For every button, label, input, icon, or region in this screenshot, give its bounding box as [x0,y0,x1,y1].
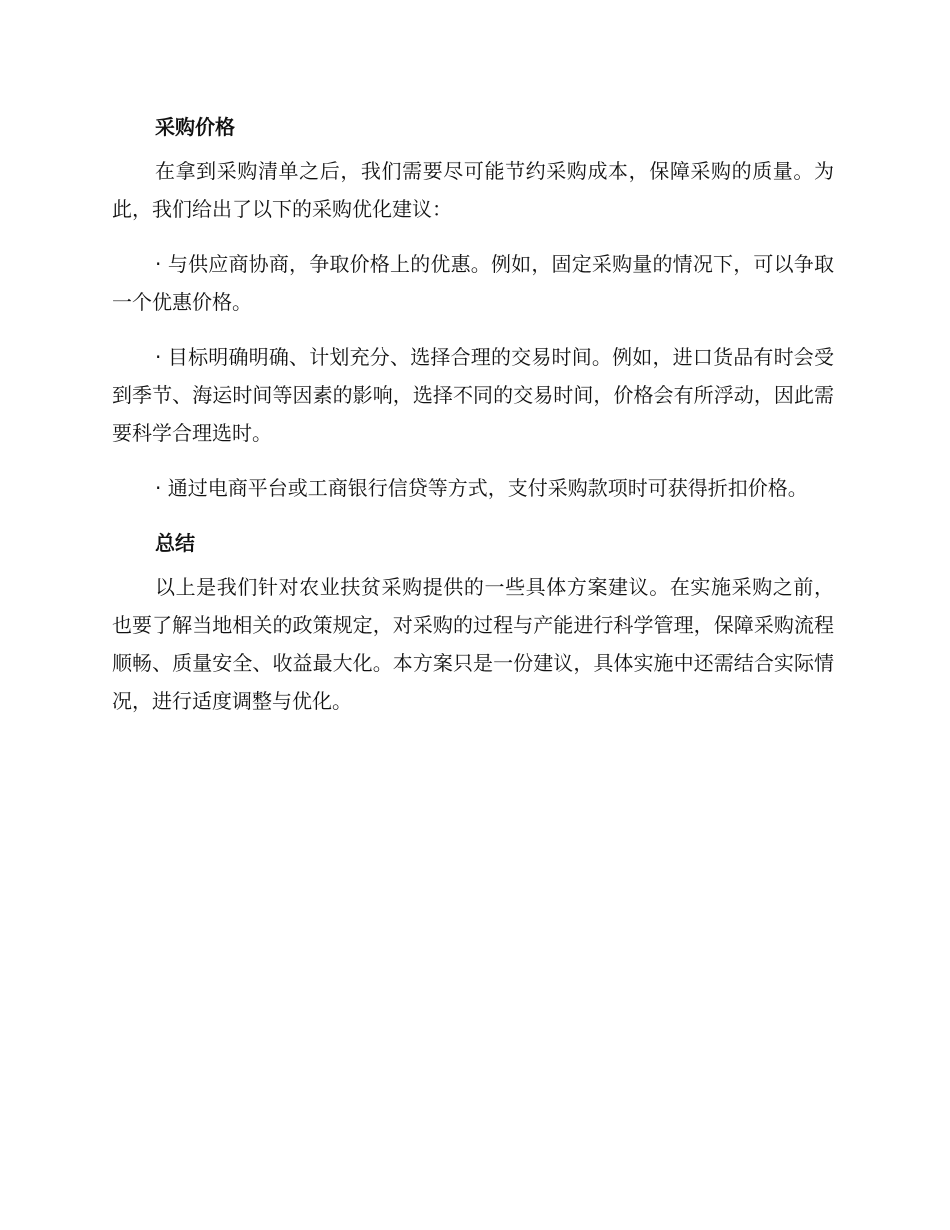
paragraph-summary: 以上是我们针对农业扶贫采购提供的一些具体方案建议。在实施采购之前，也要了解当地相关的政策规定，对采购的过程与产能进行科学管理，保障采购流程顺畅、质量安全、收益最大化。本方案只是一份建议，具体实施中还需结合实际情况，进行适度调整与优化。 [112,575,834,713]
paragraph-intro: 在拿到采购清单之后，我们需要尽可能节约采购成本，保障采购的质量。为此，我们给出了以下的采购优化建议： [112,159,834,221]
section-heading-purchase-price: 采购价格 [155,115,235,139]
bullet-negotiate-supplier: · 与供应商协商，争取价格上的优惠。例如，固定采购量的情况下，可以争取一个优惠价格。 [112,252,834,314]
document-page [112,108,834,737]
section-heading-summary: 总结 [155,531,195,555]
bullet-trade-timing: · 目标明确明确、计划充分、选择合理的交易时间。例如，进口货品有时会受到季节、海运时间等因素的影响，选择不同的交易时间，价格会有所浮动，因此需要科学合理选时。 [112,345,834,445]
bullet-payment-discount: · 通过电商平台或工商银行信贷等方式，支付采购款项时可获得折扣价格。 [155,476,808,500]
